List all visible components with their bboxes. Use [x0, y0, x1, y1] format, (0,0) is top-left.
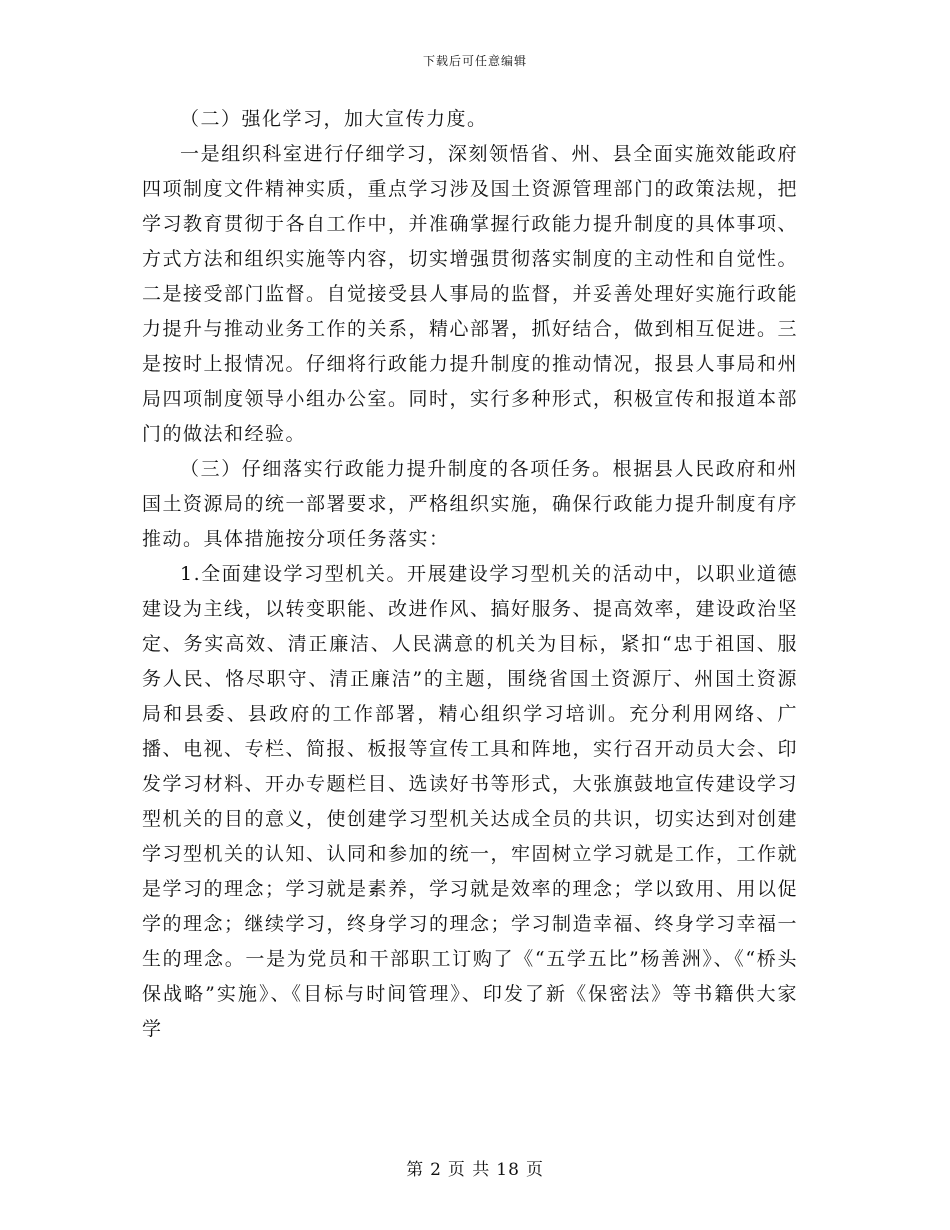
document-body: [142, 102, 798, 1047]
footer-suffix: 页: [525, 1160, 544, 1180]
header-note: 下载后可任意编辑: [422, 54, 527, 68]
footer-total-pages: 18: [496, 1160, 520, 1180]
paragraph-study-and-supervision: 一是组织科室进行仔细学习，深刻领悟省、州、县全面实施效能政府四项制度文件精神实质，重点学习涉及国土资源管理部门的政策法规，把学习教育贯彻于各自工作中，并准确掌握行政能力提升制度的具体事项、方式方法和组织实施等内容，切实增强贯彻落实制度的主动性和自觉性。二是接受部门监督。自觉接受县人事局的监督，并妥善处理好实施行政能力提升与推动业务工作的关系，精心部署，抓好结合，做到相互促进。三是按时上报情况。仔细将行政能力提升制度的推动情况，报县人事局和州局四项制度领导小组办公室。同时，实行多种形式，积极宣传和报道本部门的做法和经验。: [142, 143, 799, 445]
page-footer: [0, 1155, 950, 1180]
paragraph-learning-organization: 1.全面建设学习型机关。开展建设学习型机关的活动中，以职业道德建设为主线，以转变职能、改进作风、搞好服务、提高效率，建设政治坚定、务实高效、清正廉洁、人民满意的机关为目标，紧扣“忠于祖国、服务人民、恪尽职守、清正廉洁”的主题，围绕省国土资源厅、州国土资源局和县委、县政府的工作部署，精心组织学习培训。充分利用网络、广播、电视、专栏、简报、板报等宣传工具和阵地，实行召开动员大会、印发学习材料、开办专题栏目、选读好书等形式，大张旗鼓地宣传建设学习型机关的目的意义，使创建学习型机关达成全员的共识，切实达到对创建学习型机关的认知、认同和参加的统一，牢固树立学习就是工作，工作就是学习的理念；学习就是素养，学习就是效率的理念；学以致用、用以促学的理念；继续学习，终身学习的理念；学习制造幸福、终身学习幸福一生的理念。一是为党员和干部职工订购了《“五学五比”杨善洲》、《“桥头保战略”实施》、《目标与时间管理》、印发了新《保密法》等书籍供大家学: [142, 563, 799, 1040]
paragraph-section-two-heading: （二）强化学习，加大宣传力度。: [180, 108, 488, 130]
footer-prefix: 第: [406, 1160, 425, 1180]
footer-page-number: 2: [430, 1160, 442, 1180]
paragraph-section-three-heading: （三）仔细落实行政能力提升制度的各项任务。根据县人民政府和州国土资源局的统一部署要求，严格组织实施，确保行政能力提升制度有序推动。具体措施按分项任务落实：: [142, 458, 799, 550]
page-header: [0, 52, 950, 69]
footer-middle: 页 共: [447, 1160, 491, 1180]
